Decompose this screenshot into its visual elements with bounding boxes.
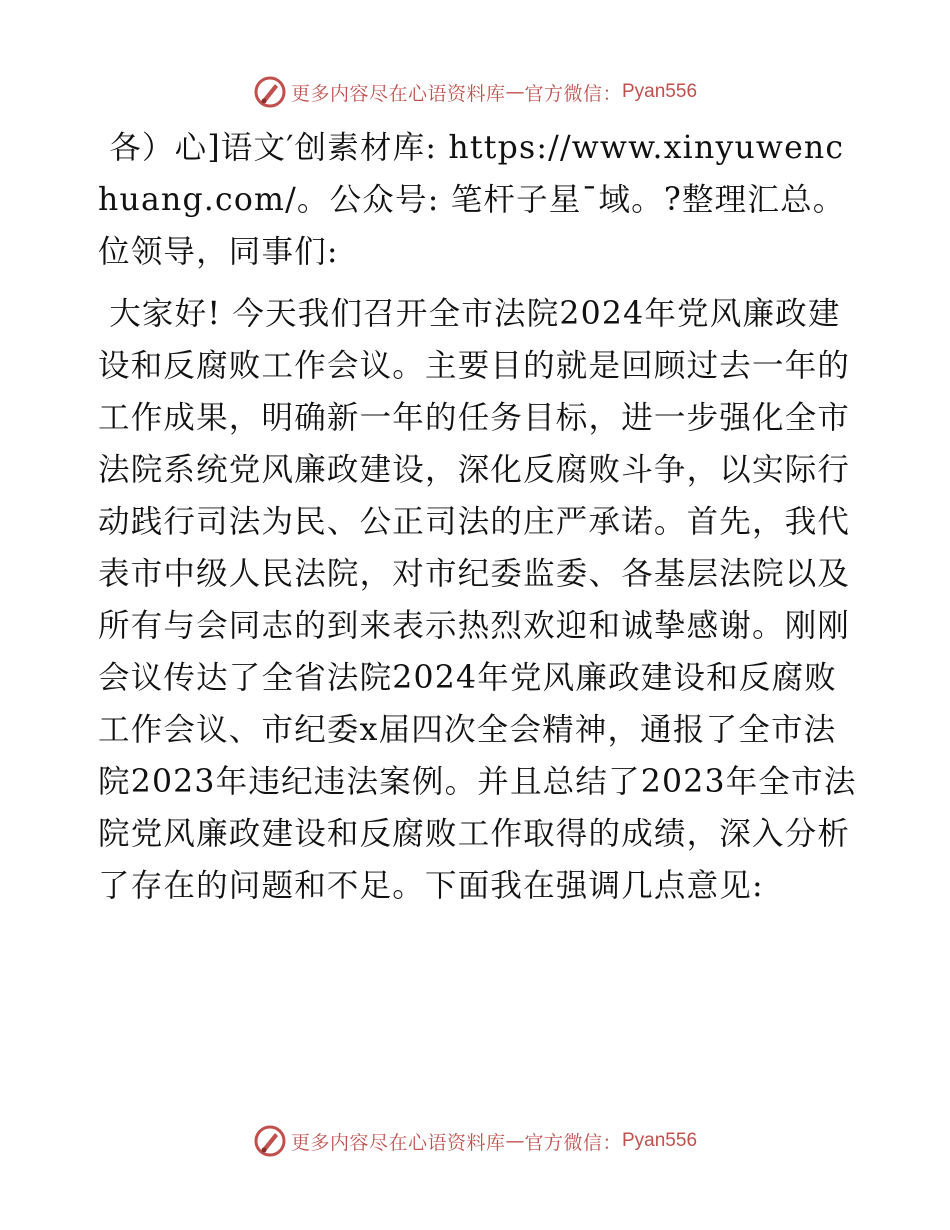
footer-watermark (0, 1121, 950, 1161)
watermark-official-label: 官方微信： (524, 1131, 622, 1154)
intro-paragraph: 各）心]语文′创素材库: https://www.xinyuwenchuang.com/。公众号: 笔杆子星¯域。?整理汇总。位领导，同事们: (98, 130, 846, 270)
watermark-main-text: 更多内容尽在心语资料库 (290, 1131, 506, 1154)
red-brush-logo-icon (253, 75, 287, 109)
watermark-separator: — (505, 81, 525, 103)
watermark-separator: — (505, 1130, 525, 1152)
red-brush-logo-icon (253, 1124, 287, 1158)
document-body (98, 122, 858, 912)
speech-paragraph: 大家好! 今天我们召开全市法院2024年党风廉政建设和反腐败工作会议。主要目的就是回顾过去一年的工作成果，明确新一年的任务目标，进一步强化全市法院系统党风廉政建设，深化反腐败斗争，以实际行动践行司法为民、公正司法的庄严承诺。首先，我代表市中级人民法院，对市纪委监委、各基层法院以及所有与会同志的到来表示热烈欢迎和诚挚感谢。刚刚会议传达了全省法院2024年党风廉政建设和反腐败工作会议、市纪委x届四次全会精神，通报了全市法院2023年违纪违法案例。并且总结了2023年全市法院党风廉政建设和反腐败工作取得的成绩，深入分析了存在的问题和不足。下面我在强调几点意见: (98, 296, 857, 904)
watermark-wechat-id: Pyan556 (622, 1130, 698, 1151)
watermark-main-text: 更多内容尽在心语资料库 (290, 82, 506, 105)
watermark-wechat-id: Pyan556 (622, 81, 698, 102)
watermark-official-label: 官方微信： (524, 82, 622, 105)
header-watermark (0, 72, 950, 112)
